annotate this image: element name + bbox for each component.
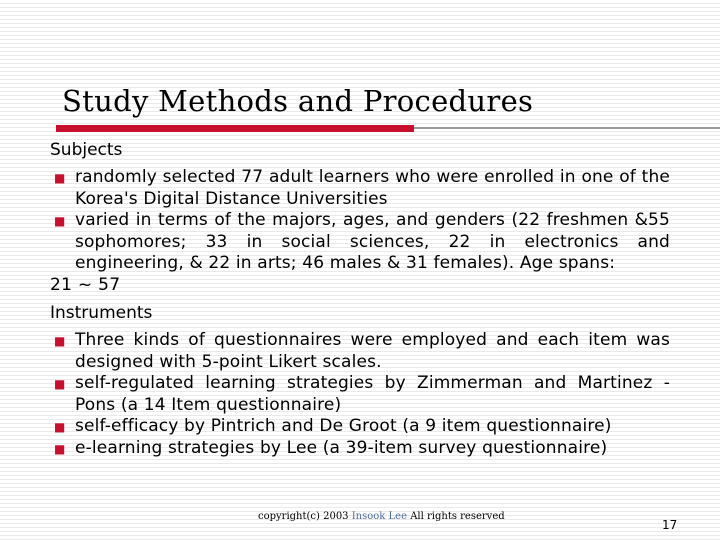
subjects-heading: Subjects bbox=[50, 140, 123, 160]
copyright-notice bbox=[258, 511, 505, 522]
bullet-text: Three kinds of questionnaires were employed and each item was designed with 5-point Likert scales. bbox=[75, 330, 670, 372]
bullet-item bbox=[50, 330, 670, 373]
bullet-text: varied in terms of the majors, ages, and genders (22 freshmen &55 sophomores; 33 in social sciences, 22 in electronics and engineering, & 22 in arts; 46 males & 31 females). Age spans: bbox=[75, 210, 670, 273]
bullet-item bbox=[50, 373, 670, 416]
copyright-prefix: copyright(c) 2003 bbox=[258, 511, 349, 522]
age-span-range: 21 ~ 57 bbox=[50, 274, 121, 295]
bullet-text: self-efficacy by Pintrich and De Groot (a 9 item questionnaire) bbox=[75, 416, 612, 436]
bullet-text: randomly selected 77 adult learners who were enrolled in one of the Korea's Digital Distance Universities bbox=[75, 167, 670, 209]
bullet-item bbox=[50, 416, 670, 438]
bullet-text: self-regulated learning strategies by Zimmerman and Martinez -Pons (a 14 Item questionnaire) bbox=[75, 373, 670, 415]
page-number: 17 bbox=[662, 518, 678, 532]
instruments-bullet-list bbox=[50, 330, 670, 459]
square-bullet-icon: ■ bbox=[54, 171, 66, 185]
square-bullet-icon: ■ bbox=[54, 420, 66, 434]
slide-content bbox=[50, 137, 670, 465]
copyright-author: Insook Lee bbox=[351, 511, 408, 522]
bullet-item bbox=[50, 438, 670, 460]
bullet-item bbox=[50, 167, 670, 210]
title-underline-accent bbox=[56, 125, 414, 132]
bullet-item bbox=[50, 210, 670, 275]
bullet-text: e-learning strategies by Lee (a 39-item survey questionnaire) bbox=[75, 437, 608, 458]
square-bullet-icon: ■ bbox=[54, 441, 66, 456]
square-bullet-icon: ■ bbox=[54, 377, 66, 391]
subjects-bullet-list bbox=[50, 167, 670, 275]
instruments-heading: Instruments bbox=[50, 303, 153, 323]
title-underline-thin bbox=[414, 127, 720, 129]
slide-title: Study Methods and Procedures bbox=[62, 84, 534, 118]
square-bullet-icon: ■ bbox=[54, 334, 66, 348]
square-bullet-icon: ■ bbox=[54, 214, 66, 228]
copyright-suffix: All rights reserved bbox=[410, 511, 505, 522]
